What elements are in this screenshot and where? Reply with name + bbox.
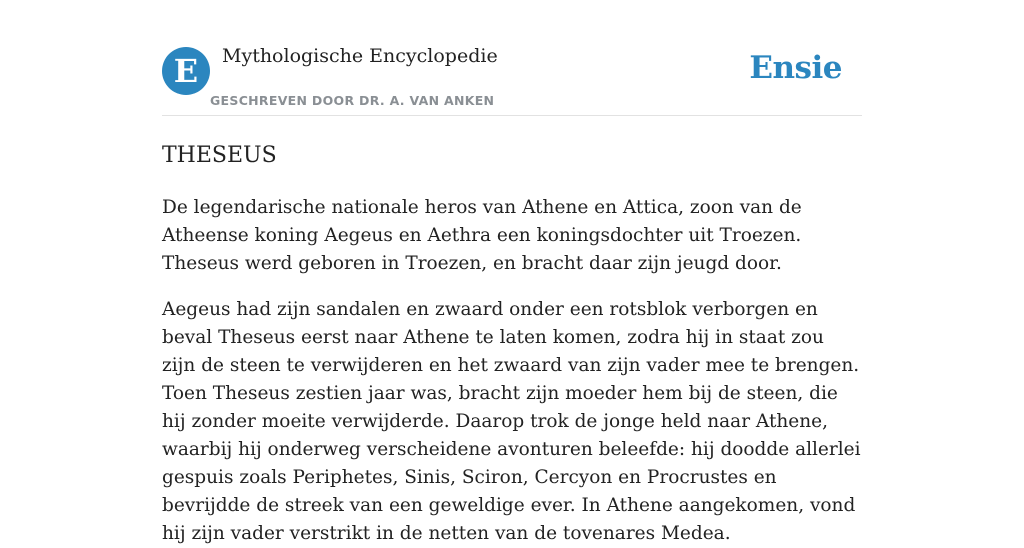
header [162, 0, 862, 116]
entry-paragraph-1: De legendarische nationale heros van Athene en Attica, zoon van de Atheense koning Aegeus en Aethra een koningsdochter uit Troezen. Theseus werd geboren in Troezen, en bracht daar zijn jeugd door. [162, 197, 802, 274]
page-container [162, 0, 862, 544]
ensie-brand-logo[interactable]: Ensie [749, 50, 842, 86]
author-byline: GESCHREVEN DOOR DR. A. VAN ANKEN [210, 93, 495, 108]
site-title[interactable]: Mythologische Encyclopedie [222, 45, 498, 67]
encyclopedia-logo-icon[interactable]: E [162, 47, 210, 95]
entry-title: THESEUS [162, 143, 277, 168]
entry-paragraph-2: Aegeus had zijn sandalen en zwaard onder een rotsblok verborgen en beval Theseus eerst naar Athene te laten komen, zodra hij in staat zou zijn de steen te verwijderen en het zwaard van zijn vader mee te brengen. Toen Theseus zestien jaar was, bracht zijn moeder hem bij de steen, die hij zonder moeite verwijderde. Daarop trok de jonge held naar Athene, waarbij hij onderweg verscheidene avonturen beleefde: hij doodde allerlei gespuis zoals Periphetes, Sinis, Sciron, Cercyon en Procrustes en bevrijdde de streek van een geweldige ever. In Athene aangekomen, vond hij zijn vader verstrikt in de netten van de tovenares Medea. [162, 299, 861, 544]
